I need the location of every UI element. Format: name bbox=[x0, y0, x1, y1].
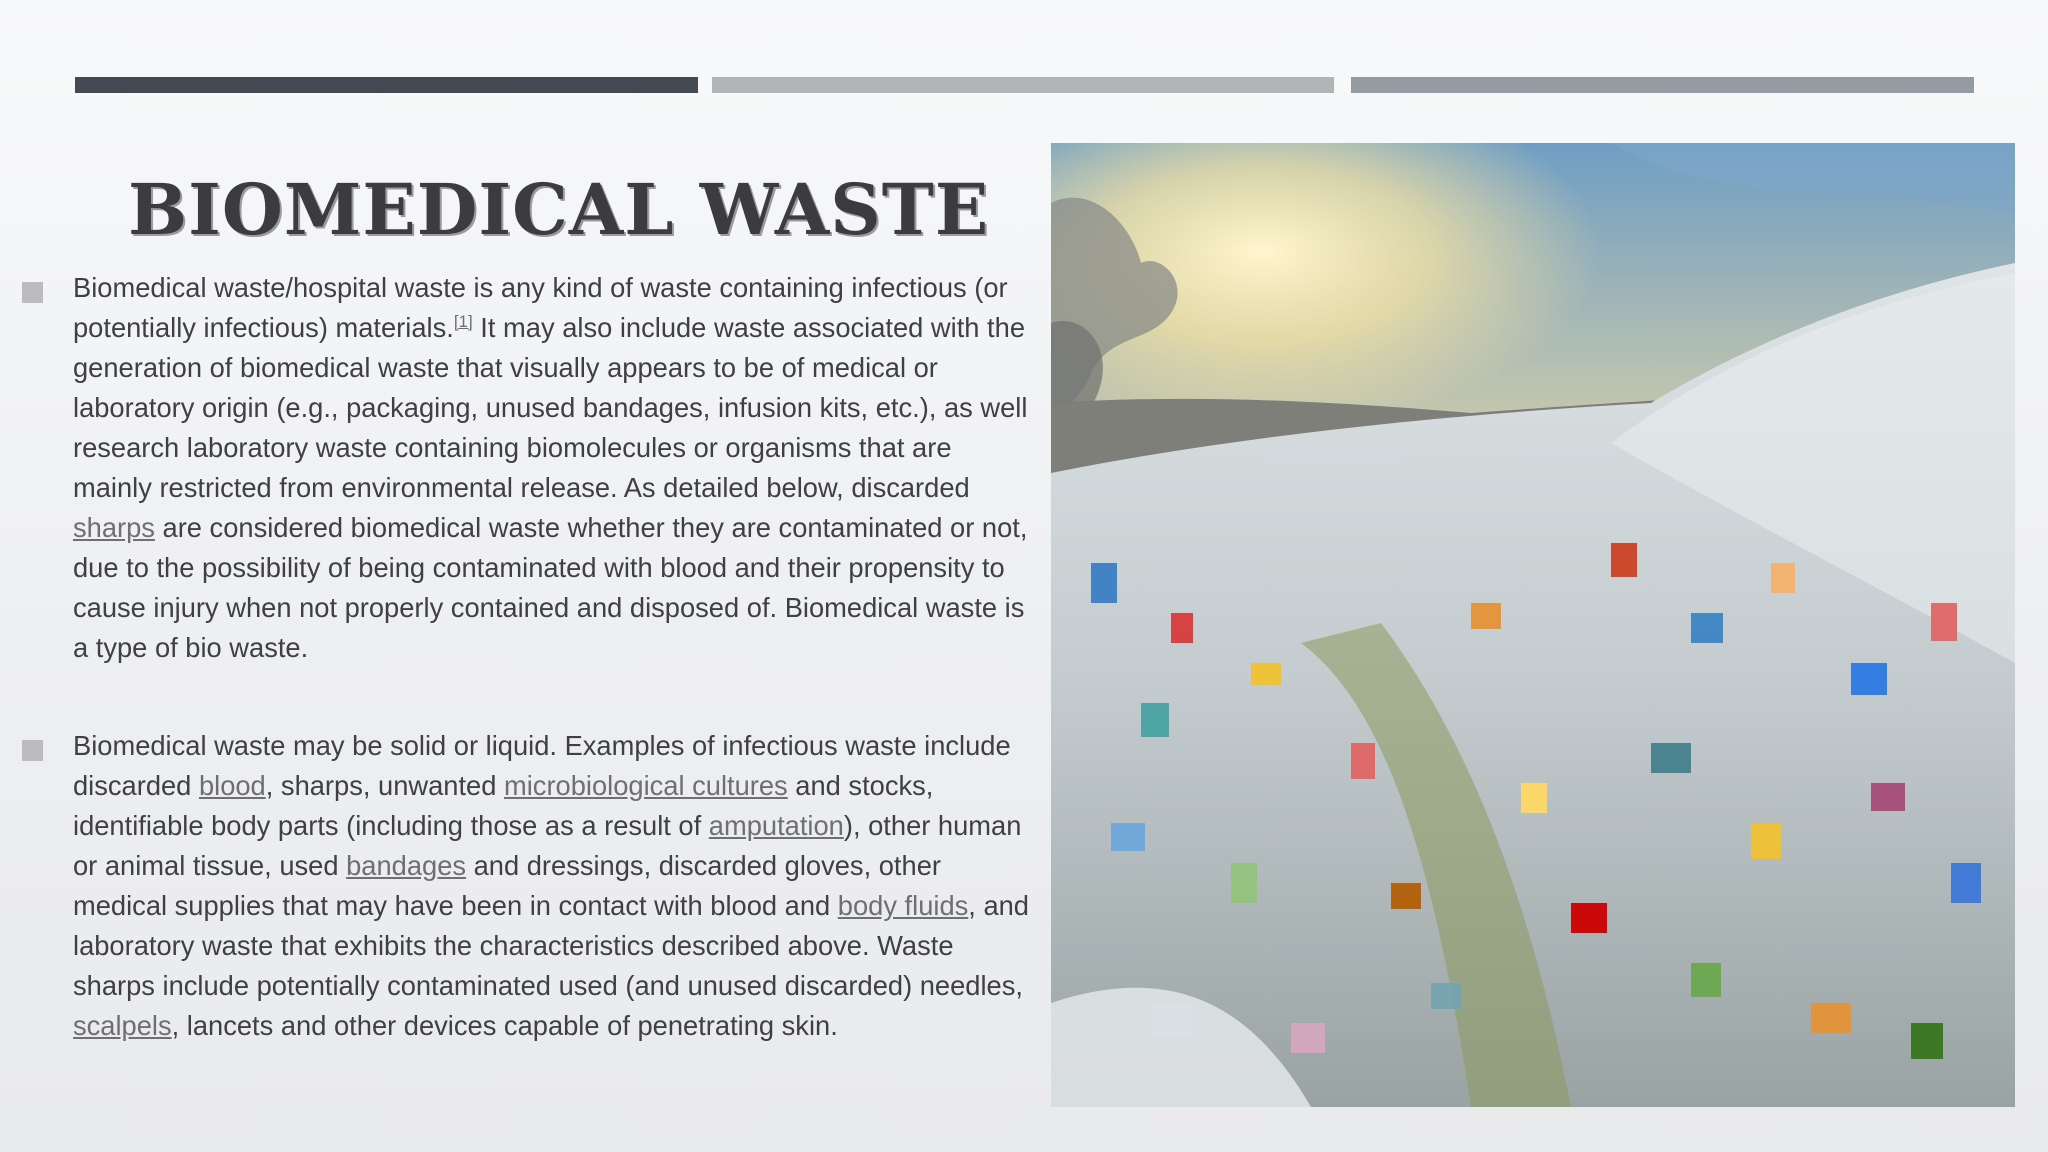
accent-bar-medium bbox=[1351, 77, 1974, 93]
waste-landfill-photo bbox=[1051, 143, 2015, 1107]
text-segment: are considered biomedical waste whether they are contaminated or not, due to the possibility of being contaminated with blood and their propensity to cause injury when not properly contained and disposed of. Biomedical waste is a type of bio waste. bbox=[73, 512, 1028, 663]
bullet-text bbox=[73, 726, 1035, 1046]
slide-title: BIOMEDICAL WASTE bbox=[128, 168, 990, 251]
square-bullet-icon bbox=[22, 282, 43, 303]
text-segment: , sharps, unwanted bbox=[265, 770, 504, 801]
citation-link[interactable]: [1] bbox=[453, 311, 473, 331]
link-sharps[interactable]: sharps bbox=[73, 512, 155, 543]
accent-bar-light bbox=[712, 77, 1334, 93]
link-scalpels[interactable]: scalpels bbox=[73, 1010, 172, 1041]
square-bullet-icon bbox=[22, 740, 43, 761]
text-segment: , and laboratory waste that exhibits the characteristics described above. Waste sharps include potentially contaminated used (and unused discarded) needles, bbox=[73, 890, 1029, 1001]
link-body-fluids[interactable]: body fluids bbox=[837, 890, 969, 921]
text-segment: Biomedical waste may be solid or liquid. Examples of infectious waste include discarded bbox=[73, 730, 1011, 801]
link-amputation[interactable]: amputation bbox=[708, 810, 844, 841]
text-segment: , lancets and other devices capable of penetrating skin. bbox=[171, 1010, 838, 1041]
link-blood[interactable]: blood bbox=[198, 770, 266, 801]
text-segment: Biomedical waste/hospital waste is any kind of waste containing infectious (or potentially infectious) materials. bbox=[73, 272, 1008, 343]
text-segment: ), other human or animal tissue, used bbox=[73, 810, 1022, 881]
accent-bar-dark bbox=[75, 77, 698, 93]
landfill-illustration bbox=[1051, 143, 2015, 1107]
text-segment: and dressings, discarded gloves, other medical supplies that may have been in contact with blood and bbox=[73, 850, 941, 921]
bullet-item bbox=[20, 726, 1035, 1046]
bullet-text bbox=[73, 268, 1035, 668]
text-segment: It may also include waste associated with the generation of biomedical waste that visually appears to be of medical or laboratory origin (e.g., packaging, unused bandages, infusion kits, etc.), as well research laboratory waste containing biomolecules or organisms that are mainly restricted from environmental release. As detailed below, discarded bbox=[73, 312, 1028, 503]
bullet-list bbox=[20, 268, 1035, 1104]
link-bandages[interactable]: bandages bbox=[346, 850, 467, 881]
link-microbiological-cultures[interactable]: microbiological cultures bbox=[504, 770, 788, 801]
bullet-item bbox=[20, 268, 1035, 668]
text-segment: and stocks, identifiable body parts (including those as a result of bbox=[73, 770, 934, 841]
